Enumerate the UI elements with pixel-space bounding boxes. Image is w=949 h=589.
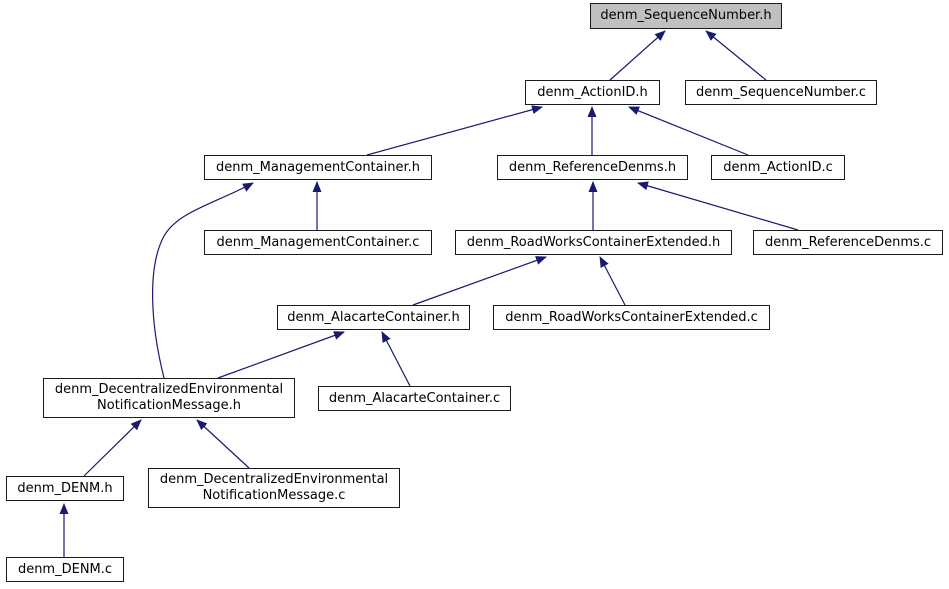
- node-label: denm_DENM.h: [17, 480, 113, 496]
- edge-denm_ManagementContainer_h-to-denm_ActionID_h: [367, 107, 542, 155]
- node-label: NotificationMessage.h: [97, 398, 241, 413]
- graph-node-denm_ActionID_h[interactable]: [525, 80, 660, 105]
- edge-denm_ActionID_h-to-denm_SequenceNumber_h: [610, 31, 665, 80]
- graph-node-denm_RoadWorksContainerExtended_h[interactable]: [455, 230, 732, 255]
- graph-node-denm_AlacarteContainer_h[interactable]: [277, 305, 470, 330]
- node-label: denm_RoadWorksContainerExtended.h: [466, 234, 721, 250]
- graph-node-denm_DecentralizedEnvironmentalNotificationMessage_c[interactable]: [148, 468, 400, 508]
- graph-node-denm_SequenceNumber_h[interactable]: [590, 3, 782, 29]
- node-label: denm_AlacarteContainer.h: [287, 309, 460, 325]
- edge-denm_RoadWorksContainerExtended_c-to-denm_RoadWorksContainerExtended_h: [600, 257, 625, 305]
- node-label: NotificationMessage.c: [202, 488, 346, 503]
- node-label: denm_RoadWorksContainerExtended.c: [505, 309, 758, 325]
- graph-node-denm_AlacarteContainer_c[interactable]: [318, 386, 511, 411]
- edge-denm_DecentralizedEnvironmentalNotificationMessage_h-to-denm_AlacarteContainer_h: [218, 332, 344, 378]
- graph-node-denm_DENM_h[interactable]: [6, 476, 124, 501]
- node-label: denm_DecentralizedEnvironmental: [54, 382, 284, 397]
- graph-node-denm_ReferenceDenms_c[interactable]: [753, 230, 943, 255]
- edge-denm_AlacarteContainer_c-to-denm_AlacarteContainer_h: [382, 332, 410, 386]
- edge-denm_AlacarteContainer_h-to-denm_RoadWorksContainerExtended_h: [413, 257, 546, 305]
- graph-node-denm_DENM_c[interactable]: [6, 557, 124, 582]
- edge-denm_DecentralizedEnvironmentalNotificationMessage_h-to-denm_ManagementContainer_h: [153, 183, 253, 378]
- graph-node-denm_SequenceNumber_c[interactable]: [685, 80, 877, 105]
- graph-node-denm_RoadWorksContainerExtended_c[interactable]: [493, 305, 770, 330]
- node-label: denm_SequenceNumber.c: [695, 84, 867, 100]
- edge-denm_ActionID_c-to-denm_ActionID_h: [629, 107, 748, 155]
- node-label: denm_ActionID.c: [723, 159, 833, 175]
- node-label: denm_ReferenceDenms.c: [764, 234, 932, 250]
- node-label: denm_ReferenceDenms.h: [508, 159, 677, 175]
- graph-node-denm_ActionID_c[interactable]: [711, 155, 845, 180]
- edge-denm_DENM_h-to-denm_DecentralizedEnvironmentalNotificationMessage_h: [84, 420, 141, 476]
- graph-node-denm_ManagementContainer_c[interactable]: [204, 230, 432, 255]
- edge-denm_DecentralizedEnvironmentalNotificationMessage_c-to-denm_DecentralizedEnvironmentalNotificationMessage_h: [197, 420, 249, 468]
- node-label: denm_AlacarteContainer.c: [328, 390, 501, 406]
- node-label: denm_ManagementContainer.c: [216, 234, 420, 250]
- graph-node-denm_ManagementContainer_h[interactable]: [204, 155, 432, 180]
- node-label: denm_DENM.c: [17, 561, 113, 577]
- node-label: denm_SequenceNumber.h: [600, 8, 772, 23]
- node-label: denm_ManagementContainer.h: [216, 159, 420, 175]
- edge-denm_SequenceNumber_c-to-denm_SequenceNumber_h: [706, 31, 766, 80]
- graph-node-denm_ReferenceDenms_h[interactable]: [497, 155, 688, 180]
- node-label: denm_DecentralizedEnvironmental: [159, 472, 389, 487]
- edge-denm_ReferenceDenms_c-to-denm_ReferenceDenms_h: [638, 183, 798, 230]
- node-label: denm_ActionID.h: [537, 84, 648, 100]
- graph-node-denm_DecentralizedEnvironmentalNotificationMessage_h[interactable]: [43, 378, 295, 418]
